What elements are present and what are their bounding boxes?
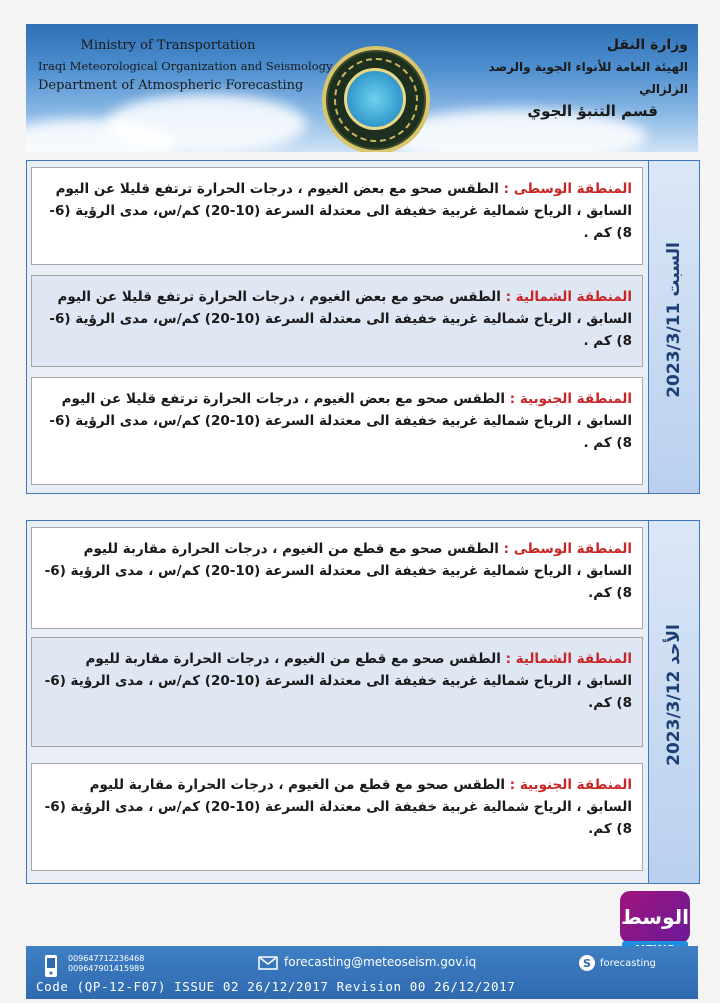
skype-icon — [578, 954, 596, 972]
letterhead-banner — [26, 24, 698, 152]
svg-text:S: S — [583, 957, 591, 970]
organization-name-en: Iraqi Meteorological Organization and Seismology — [38, 59, 333, 73]
forecast-text: الطقس صحو مع بعض الغيوم ، درجات الحرارة ترتفع قليلا عن اليوم السابق ، الرياح شمالية غربية خفيفة الى معتدلة السرعة (10-20) كم/س، مدى الرؤية (6-8) كم . — [49, 181, 632, 241]
logo-emblem-icon — [344, 68, 406, 130]
date-band — [648, 161, 699, 493]
ministry-name-en: Ministry of Transportation — [80, 38, 256, 53]
date-band — [648, 521, 699, 883]
forecast-box-northern — [31, 637, 643, 747]
forecast-text: الطقس صحو مع قطع من الغيوم ، درجات الحرارة مقاربة لليوم السابق ، الرياح شمالية غربية خفيفة الى معتدلة السرعة (10-20) كم/س ، مدى الرؤية (6-8) كم. — [44, 541, 632, 601]
region-label: المنطقة الشمالية : — [505, 289, 632, 305]
forecast-box-northern — [31, 275, 643, 367]
department-name-en: Department of Atmospheric Forecasting — [38, 78, 304, 93]
day-name: الأحد — [664, 624, 684, 665]
region-label: المنطقة الشمالية : — [505, 651, 632, 667]
mail-icon — [258, 956, 278, 970]
date-label — [664, 242, 684, 412]
day-panel-sunday — [26, 520, 700, 884]
arabic-title-block — [458, 34, 688, 122]
date-label — [664, 624, 684, 780]
organization-name-ar: الهيئة العامة للأنواء الجوية والرصد الزلزالي — [488, 60, 688, 96]
phone-icon — [44, 954, 58, 978]
region-label: المنطقة الجنوبية : — [509, 777, 632, 793]
english-title-block — [38, 36, 333, 96]
forecast-box-central — [31, 167, 643, 265]
phone-number: 009647901415989 — [68, 964, 145, 973]
brand-text: الوسط — [620, 891, 690, 943]
forecast-text: الطقس صحو مع بعض الغيوم ، درجات الحرارة ترتفع قليلا عن اليوم السابق ، الرياح شمالية غربية خفيفة الى معتدلة السرعة (10-20) كم/س، مدى الرؤية (6-8) كم . — [49, 391, 632, 451]
region-label: المنطقة الوسطى : — [503, 181, 632, 197]
footer-bar — [26, 946, 698, 999]
department-name-ar: قسم التنبؤ الجوي — [527, 102, 658, 120]
day-name: السبت — [664, 242, 684, 297]
email-address[interactable]: forecasting@meteoseism.gov.iq — [284, 955, 477, 969]
forecast-text: الطقس صحو مع بعض الغيوم ، درجات الحرارة ترتفع قليلا عن اليوم السابق ، الرياح شمالية غربية خفيفة الى معتدلة السرعة (10-20) كم/س، مدى الرؤية (6-8) كم . — [49, 289, 632, 349]
day-panel-saturday — [26, 160, 700, 494]
phone-number: 009647712236468 — [68, 954, 145, 963]
date-value: 2023/3/11 — [664, 302, 684, 398]
forecast-box-southern — [31, 377, 643, 485]
region-label: المنطقة الوسطى : — [503, 541, 632, 557]
ministry-name-ar: وزارة النقل — [606, 37, 688, 53]
forecast-text: الطقس صحو مع قطع من الغيوم ، درجات الحرارة مقاربة لليوم السابق ، الرياح شمالية غربية خفيفة الى معتدلة السرعة (10-20) كم/س ، مدى الرؤية (6-8) كم. — [44, 651, 632, 711]
region-label: المنطقة الجنوبية : — [509, 391, 632, 407]
forecast-text: الطقس صحو مع قطع من الغيوم ، درجات الحرارة مقاربة لليوم السابق ، الرياح شمالية غربية خفيفة الى معتدلة السرعة (10-20) كم/س ، مدى الرؤية (6-8) كم. — [44, 777, 632, 837]
forecast-box-central — [31, 527, 643, 629]
forecast-box-southern — [31, 763, 643, 871]
organization-logo — [322, 46, 430, 152]
skype-handle[interactable]: forecasting — [600, 958, 656, 969]
document-code: Code (QP-12-F07) ISSUE 02 26/12/2017 Revision 00 26/12/2017 — [36, 979, 516, 994]
phone-numbers — [68, 954, 144, 974]
date-value: 2023/3/12 — [664, 670, 684, 766]
